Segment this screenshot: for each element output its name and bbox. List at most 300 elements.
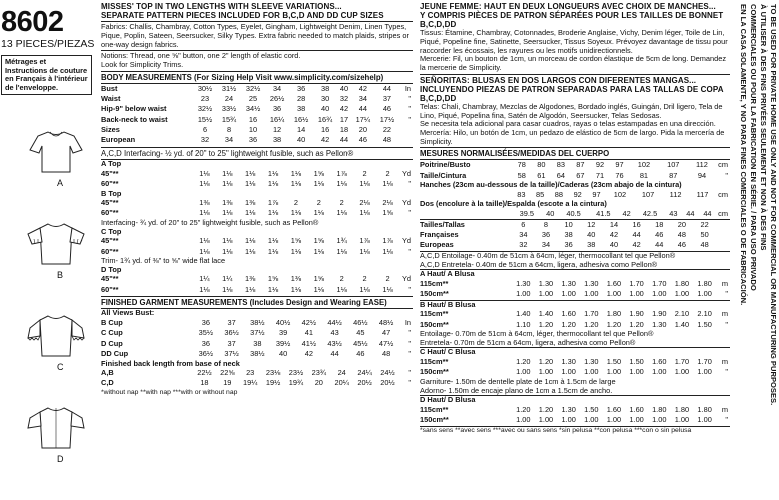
row-unit: Yd <box>401 198 411 208</box>
cell-value: 1.20 <box>584 319 599 329</box>
cell-value: 2⅛ <box>382 198 393 208</box>
english-subtitle: SEPARATE PATTERN PIECES INCLUDED FOR B,C,D AND DD CUP SIZES <box>101 11 384 21</box>
cell-value: 1⅜ <box>245 198 256 208</box>
cell-value: 19¼ <box>242 378 258 388</box>
metric-footnote: *sans sens **avec sens ***avec ou sans sens *sin pelusa **con pelusa ***con o sin pelusa <box>420 426 730 435</box>
metric-column <box>420 2 730 435</box>
cell-value: 112 <box>669 189 682 199</box>
cell-value: 1.60 <box>561 309 576 319</box>
cell-value: 17 <box>339 114 349 124</box>
cell-value: 34 <box>519 230 528 239</box>
cell-value: 20 <box>314 378 323 388</box>
cell-value: 1⅛ <box>290 208 302 218</box>
cell-value: 30½ <box>197 83 213 93</box>
cell-value: 19½ <box>265 378 281 388</box>
cell-value: 1¼ <box>199 274 210 284</box>
cell-value: 2 <box>339 198 344 208</box>
interfacing-b: Interfacing- ¾ yd. of 20" to 25" lightweight fusible, such as Pellon® <box>101 218 319 228</box>
d-top-table <box>101 274 413 295</box>
cell-value: 1⅜ <box>199 198 210 208</box>
cell-value: 1.70 <box>652 278 667 288</box>
cell-value: 1.80 <box>697 404 712 414</box>
row-label: 150cm** <box>420 319 449 329</box>
cell-value: 2 <box>316 198 321 208</box>
cell-value: 19 <box>223 378 232 388</box>
cell-value: 40 <box>279 349 288 359</box>
cell-value: 1.00 <box>697 415 712 425</box>
cell-value: 45 <box>356 328 365 338</box>
cell-value: 16 <box>632 219 641 229</box>
cell-value: 1.50 <box>584 404 599 414</box>
cell-value: 1⅛ <box>222 168 233 178</box>
cell-value: 23½ <box>288 368 304 378</box>
a-top-table <box>101 169 413 190</box>
telas-text: Telas: Chali, Chambray, Mezclas de Algodones, Bordado inglés, Guingán, Dril ligero, Tela de Lino, Piqué, Popelina fina, Satén de Algodón, Seersucker, Telas Sedosas. <box>420 101 723 120</box>
cell-value: 1⅛ <box>222 208 233 218</box>
cell-value: 40 <box>296 135 306 145</box>
cell-value: 46 <box>382 104 392 114</box>
cell-value: 117 <box>696 189 709 199</box>
cell-value: 45½ <box>353 338 368 348</box>
row-label: Waist <box>101 93 121 103</box>
cell-value: 61 <box>537 170 546 180</box>
notice-line-4: EN LA CASA SOLAMENTE, Y NO PARA FINES COMERCIALES O DE FABRICACIÓN. <box>739 4 748 306</box>
view-b-label: B <box>57 270 64 280</box>
cell-value: 24¼ <box>357 368 372 378</box>
table-row <box>420 289 730 299</box>
table-row <box>420 415 730 425</box>
cell-value: 46 <box>655 230 664 239</box>
view-c-label: C <box>57 362 64 372</box>
cell-value: 30 <box>320 93 330 103</box>
cell-value: 36 <box>201 317 210 327</box>
view-a-label: A <box>57 178 64 188</box>
cell-value: 17½ <box>379 114 395 124</box>
table-row <box>101 318 413 328</box>
english-title: MISSES' TOP IN TWO LENGTHS WITH SLEEVE VARIATIONS... <box>101 2 342 11</box>
cell-value: 40 <box>546 208 555 218</box>
cell-value: 16½ <box>293 114 309 124</box>
cell-value: 2 <box>385 274 390 284</box>
row-unit: " <box>408 114 411 124</box>
cell-value: 17¼ <box>355 114 371 124</box>
cell-value: 1.90 <box>652 309 667 319</box>
cell-value: 1⅛ <box>290 179 302 189</box>
cell-value: 1.70 <box>629 278 644 288</box>
cell-value: 1⅛ <box>267 284 279 294</box>
cell-value: 1.00 <box>629 415 644 425</box>
cell-value: 41½ <box>301 338 317 348</box>
cell-value: 85 <box>536 189 545 199</box>
cell-value: 36 <box>296 83 306 93</box>
cell-value: 40 <box>587 230 596 239</box>
table-row <box>101 198 413 208</box>
cell-value: 40 <box>339 83 349 93</box>
cell-value: 44 <box>339 135 349 145</box>
table-row <box>101 368 413 378</box>
metric-body-heading: MESURES NORMALISÉES/MEDIDAS DEL CUERPO <box>420 147 730 160</box>
metric-a-table <box>420 279 730 300</box>
row-unit <box>716 230 730 240</box>
cell-value: 1.30 <box>652 319 667 329</box>
telas-extra-text: Se necesita tela adicional para casar cuadros, rayas o telas estampadas en una dirección. <box>420 119 716 129</box>
dos-table <box>420 209 730 219</box>
cell-value: 1.00 <box>538 415 554 425</box>
a-top-heading: A Top <box>101 159 122 169</box>
row-label: 45"** <box>101 274 119 284</box>
row-unit: In <box>404 317 411 327</box>
cell-value: 15½ <box>197 114 213 124</box>
cell-value: 1⅞ <box>382 236 393 246</box>
cell-value: 43½ <box>327 338 342 348</box>
row-unit: " <box>408 368 411 378</box>
table-row <box>420 309 730 319</box>
cell-value: 44 <box>655 240 664 250</box>
cell-value: 42.5 <box>642 208 658 218</box>
cell-value: 1.80 <box>674 278 690 288</box>
row-unit: " <box>725 367 728 377</box>
cell-value: 18 <box>200 378 209 388</box>
cell-value: 48½ <box>378 317 394 327</box>
cell-value: 1⅛ <box>336 284 347 294</box>
cell-value: 34 <box>358 93 367 103</box>
cell-value: 36 <box>248 135 258 145</box>
row-label: Tailles/Tallas <box>420 219 465 229</box>
row-label: 150cm** <box>420 415 449 425</box>
table-row <box>420 241 730 251</box>
cell-value: 44½ <box>327 317 342 327</box>
row-label: 115cm** <box>420 278 449 288</box>
row-unit: " <box>408 378 411 388</box>
cell-value: 1⅛ <box>199 284 210 294</box>
cell-value: 1.00 <box>697 367 712 377</box>
view-d-sketch <box>14 396 100 488</box>
cell-value: 32 <box>200 135 210 145</box>
cell-value: 1⅛ <box>245 179 256 189</box>
row-unit: Yd <box>401 168 411 178</box>
cell-value: 16 <box>248 114 258 124</box>
cell-value: 2 <box>385 168 390 178</box>
cell-value: 76 <box>615 170 624 180</box>
view-a-sketch <box>14 120 100 212</box>
row-unit <box>399 136 413 146</box>
cell-value: 38 <box>587 240 596 250</box>
cell-value: 87 <box>576 160 585 170</box>
english-footnote: *without nap **with nap ***with or without nap <box>101 389 238 397</box>
cell-value: 32 <box>339 93 349 103</box>
cell-value: 36 <box>564 240 573 250</box>
cell-value: 87 <box>669 170 678 180</box>
cell-value: 112 <box>696 160 708 170</box>
table-row <box>101 339 413 349</box>
cell-value: 38 <box>296 104 306 114</box>
cell-value: 1⅜ <box>222 198 233 208</box>
notions-text: Notions: Thread, one ⅝" button, one 2" length of elastic cord. <box>101 51 301 61</box>
interfacing-acd: A,C,D Interfacing- ½ yd. of 20" to 25" lightweight fusible, such as Pellon® <box>101 147 413 160</box>
cell-value: 43 <box>669 208 678 218</box>
cell-value: 1⅜ <box>290 274 302 284</box>
table-row <box>420 230 730 240</box>
metric-d-table <box>420 405 730 426</box>
cell-value: 14 <box>609 219 619 229</box>
entretela-acd: A,C,D Entretela- 0.40m de 51cm a 64cm, ligera, adhesiva como Pellon® <box>420 259 658 269</box>
cell-value: 1⅛ <box>382 179 393 189</box>
cell-value: 1.30 <box>516 278 531 288</box>
cell-value: 32½ <box>197 104 213 114</box>
cell-value: 38 <box>272 135 282 145</box>
cell-value: 42 <box>339 104 349 114</box>
cell-value: 28 <box>296 93 306 103</box>
cell-value: 1⅛ <box>290 168 302 178</box>
body-measurements-table <box>101 84 413 146</box>
cell-value: 20 <box>358 125 367 135</box>
top-a-illustration <box>26 128 86 176</box>
cell-value: 1.30 <box>584 356 599 366</box>
row-label: B Cup <box>101 317 123 327</box>
cell-value: 1.00 <box>674 415 690 425</box>
cell-value: 1.70 <box>584 309 599 319</box>
cell-value: 42 <box>304 349 313 359</box>
cell-value: 42 <box>320 135 330 145</box>
cell-value: 1¼ <box>222 274 233 284</box>
cell-value: 1.00 <box>674 367 690 377</box>
cell-value: 1.80 <box>697 278 712 288</box>
cell-value: 36½ <box>224 328 239 338</box>
row-label: C Cup <box>101 328 123 338</box>
cell-value: 1⅛ <box>222 179 233 189</box>
trims-text: Look for Simplicity Trims. <box>101 59 184 69</box>
cell-value: 102 <box>613 189 627 199</box>
cell-value: 48 <box>677 230 687 239</box>
c-top-heading: C Top <box>101 226 122 236</box>
cell-value: 24½ <box>380 368 395 378</box>
cell-value: 1⅛ <box>336 246 347 256</box>
table-row <box>101 94 413 104</box>
cell-value: 1⅛ <box>222 246 233 256</box>
cell-value: 1⅛ <box>336 208 347 218</box>
row-unit <box>399 125 413 135</box>
cell-value: 44 <box>703 208 712 218</box>
cell-value: 22⅝ <box>220 368 235 378</box>
cell-value: 1.50 <box>606 356 622 366</box>
entretela-b: Entretela- 0.70m de 51cm a 64cm, ligera, adhesiva como Pellon® <box>420 337 636 347</box>
cell-value: 1.20 <box>561 319 576 329</box>
row-unit: " <box>408 179 411 189</box>
row-label <box>420 209 512 219</box>
cell-value: 1⅝ <box>290 236 302 246</box>
cell-value: 6 <box>202 125 208 135</box>
finished-bust-table <box>101 318 413 360</box>
row-label: 45"** <box>101 236 119 246</box>
cell-value: 92 <box>595 160 605 170</box>
tissus-text: Tissus: Étamine, Chambray, Cotonnades, Broderie Anglaise, Vichy, Denim léger, Toile de Lin, Piqué, Popeline fine, Satinette, Seersucker, Tissus Soyeux. Prévoyez davantage de tissu pour raccorder les écossais, les rayures ou les motifs unidirectionnels. <box>420 28 728 55</box>
cell-value: 1.80 <box>674 404 690 414</box>
cell-value: 34 <box>224 135 234 145</box>
cell-value: 1.00 <box>584 415 599 425</box>
row-label: Taille/Cintura <box>420 170 467 180</box>
row-unit: " <box>408 246 411 256</box>
cell-value: 107 <box>641 189 655 199</box>
all-views-bust: All Views Bust: <box>101 308 155 318</box>
cell-value: 107 <box>667 160 680 170</box>
french-subtitle: Y COMPRIS PIÈCES DE PATRON SÉPARÉES POUR LES TAILLES DE BONNET B,C,D,DD <box>420 11 724 30</box>
cell-value: 1.00 <box>606 367 622 377</box>
row-unit: " <box>725 319 728 329</box>
cell-value: 1.30 <box>584 278 599 288</box>
cell-value: 32 <box>519 240 528 250</box>
cell-value: 1.90 <box>629 309 644 319</box>
cell-value: 43 <box>330 328 339 338</box>
cell-value: 37 <box>227 317 236 327</box>
cell-value: 1.00 <box>629 289 644 299</box>
metric-d-heading: D Haut/ D Blusa <box>420 395 730 405</box>
cell-value: 1.00 <box>584 289 599 299</box>
cell-value: 34½ <box>245 104 261 114</box>
row-label: A,B <box>101 368 114 378</box>
cell-value: 25 <box>248 93 258 103</box>
cell-value: 20 <box>677 219 687 229</box>
row-unit: " <box>408 328 411 338</box>
cell-value: 81 <box>639 170 649 180</box>
cell-value: 35½ <box>198 328 214 338</box>
cell-value: 1.20 <box>538 319 554 329</box>
cell-value: 1.00 <box>697 289 712 299</box>
cell-value: 1.70 <box>674 356 690 366</box>
row-unit: " <box>408 104 411 114</box>
cell-value: 39 <box>279 328 288 338</box>
notice-line-3: COMMERCIALES OU POUR LA FABRICATION EN SÉRIE. / PARA USO PRIVADO <box>749 4 758 291</box>
cell-value: 23⅛ <box>265 368 281 378</box>
cell-value: 1⅛ <box>199 208 210 218</box>
cell-value: 1.20 <box>516 404 531 414</box>
pieces-count: 13 PIECES/PIEZAS <box>1 38 95 50</box>
cell-value: 23 <box>200 93 210 103</box>
cell-value: 16 <box>320 125 330 135</box>
cell-value: 40 <box>320 104 330 114</box>
cell-value: 44 <box>358 104 367 114</box>
cell-value: 1.40 <box>538 309 554 319</box>
cell-value: 80 <box>537 160 546 170</box>
cell-value: 48 <box>382 135 392 145</box>
row-label: 150cm** <box>420 289 449 299</box>
cell-value: 37½ <box>224 349 239 359</box>
cell-value: 1.60 <box>606 278 622 288</box>
cell-value: 37 <box>227 338 236 348</box>
row-label: 45"** <box>101 168 119 178</box>
row-label: 150cm** <box>420 367 449 377</box>
cell-value: 41 <box>304 328 313 338</box>
row-label: Sizes <box>101 125 120 135</box>
cell-value: 36 <box>272 104 282 114</box>
cell-value: 1.00 <box>606 289 622 299</box>
trim-text: Trim- 1¾ yd. of ⅜" to ⅝" wide flat lace <box>101 256 226 266</box>
row-label: 60"** <box>101 179 119 189</box>
notice-line-1: TO BE USED FOR PRIVATE HOME USE ONLY AND NOT FOR COMMERCIAL OR MANUFACTURING PURPOSES. <box>769 4 778 406</box>
cell-value: 20¼ <box>334 378 349 388</box>
cell-value: 2.10 <box>697 309 712 319</box>
table-row <box>101 84 413 94</box>
view-c-sketch <box>14 304 100 396</box>
b-top-heading: B Top <box>101 188 122 198</box>
cell-value: 1.30 <box>538 278 554 288</box>
entoilage-b: Entoilage- 0.70m de 51cm à 64cm, léger, thermocollant tel que Pellon® <box>420 329 654 339</box>
cell-value: 94 <box>697 170 707 180</box>
cell-value: 83 <box>517 189 526 199</box>
cell-value: 1⅞ <box>336 168 347 178</box>
cell-value: 1⅝ <box>313 168 324 178</box>
cell-value: 1.00 <box>652 415 667 425</box>
table-row <box>420 357 730 367</box>
cell-value: 15¾ <box>221 114 237 124</box>
cell-value: 1⅛ <box>245 236 256 246</box>
row-label: 45"** <box>101 198 119 208</box>
row-label: Hip-9" below waist <box>101 104 167 114</box>
cell-value: 1⅛ <box>290 246 302 256</box>
cell-value: 78 <box>517 160 526 170</box>
table-row <box>420 220 730 230</box>
table-row <box>420 279 730 289</box>
view-d-label: D <box>57 454 64 464</box>
garniture-text: Garniture- 1.50m de dentelle plate de 1cm à 1.5cm de large <box>420 376 616 386</box>
row-unit: " <box>408 208 411 218</box>
table-row <box>101 104 413 114</box>
cell-value: 42 <box>609 230 619 239</box>
b-top-table <box>101 198 413 219</box>
cell-value: 1.30 <box>561 278 576 288</box>
cell-value: 1.60 <box>606 404 622 414</box>
cell-value: 42½ <box>301 317 317 327</box>
table-row <box>101 136 413 146</box>
cell-value: 1.60 <box>652 356 667 366</box>
cell-value: 1⅞ <box>359 236 370 246</box>
cell-value: 1.50 <box>629 356 644 366</box>
row-unit: " <box>725 415 728 425</box>
cell-value: 40.5 <box>566 208 581 218</box>
cell-value: 12 <box>587 219 596 229</box>
cell-value: 33½ <box>221 104 237 114</box>
top-c-illustration <box>26 312 86 360</box>
row-label: 60"** <box>101 246 119 256</box>
cell-value: 102 <box>637 160 651 170</box>
cell-value: 16¾ <box>317 114 333 124</box>
cell-value: 32½ <box>245 83 261 93</box>
cell-value: 1⅛ <box>199 168 210 178</box>
cell-value: 67 <box>576 170 585 180</box>
cell-value: 22 <box>382 125 392 135</box>
table-row <box>101 125 413 135</box>
usage-notice-sidebar <box>735 0 779 500</box>
cell-value: 42 <box>622 208 631 218</box>
cell-value: 48 <box>700 240 709 250</box>
row-label: 60"** <box>101 208 119 218</box>
cell-value: 41.5 <box>596 208 611 218</box>
cell-value: 19¾ <box>288 378 304 388</box>
cell-value: 83 <box>556 160 565 170</box>
cell-value: 22½ <box>197 368 212 378</box>
metric-a-heading: A Haut/ A Blusa <box>420 269 730 279</box>
cell-value: 1⅝ <box>313 274 324 284</box>
cell-value: 1⅛ <box>267 168 279 178</box>
cell-value: 1⅛ <box>267 179 279 189</box>
cell-value: 1⅛ <box>313 208 324 218</box>
cell-value: 23¾ <box>311 368 326 378</box>
cell-value: 1⅛ <box>267 246 279 256</box>
cell-value: 1⅛ <box>359 208 370 218</box>
spanish-title: SEÑORITAS: BLUSAS EN DOS LARGOS CON DIFERENTES MANGAS... <box>420 75 697 85</box>
row-unit: m <box>721 278 728 288</box>
row-unit: cm <box>718 160 728 170</box>
cell-value: 1.00 <box>584 367 599 377</box>
